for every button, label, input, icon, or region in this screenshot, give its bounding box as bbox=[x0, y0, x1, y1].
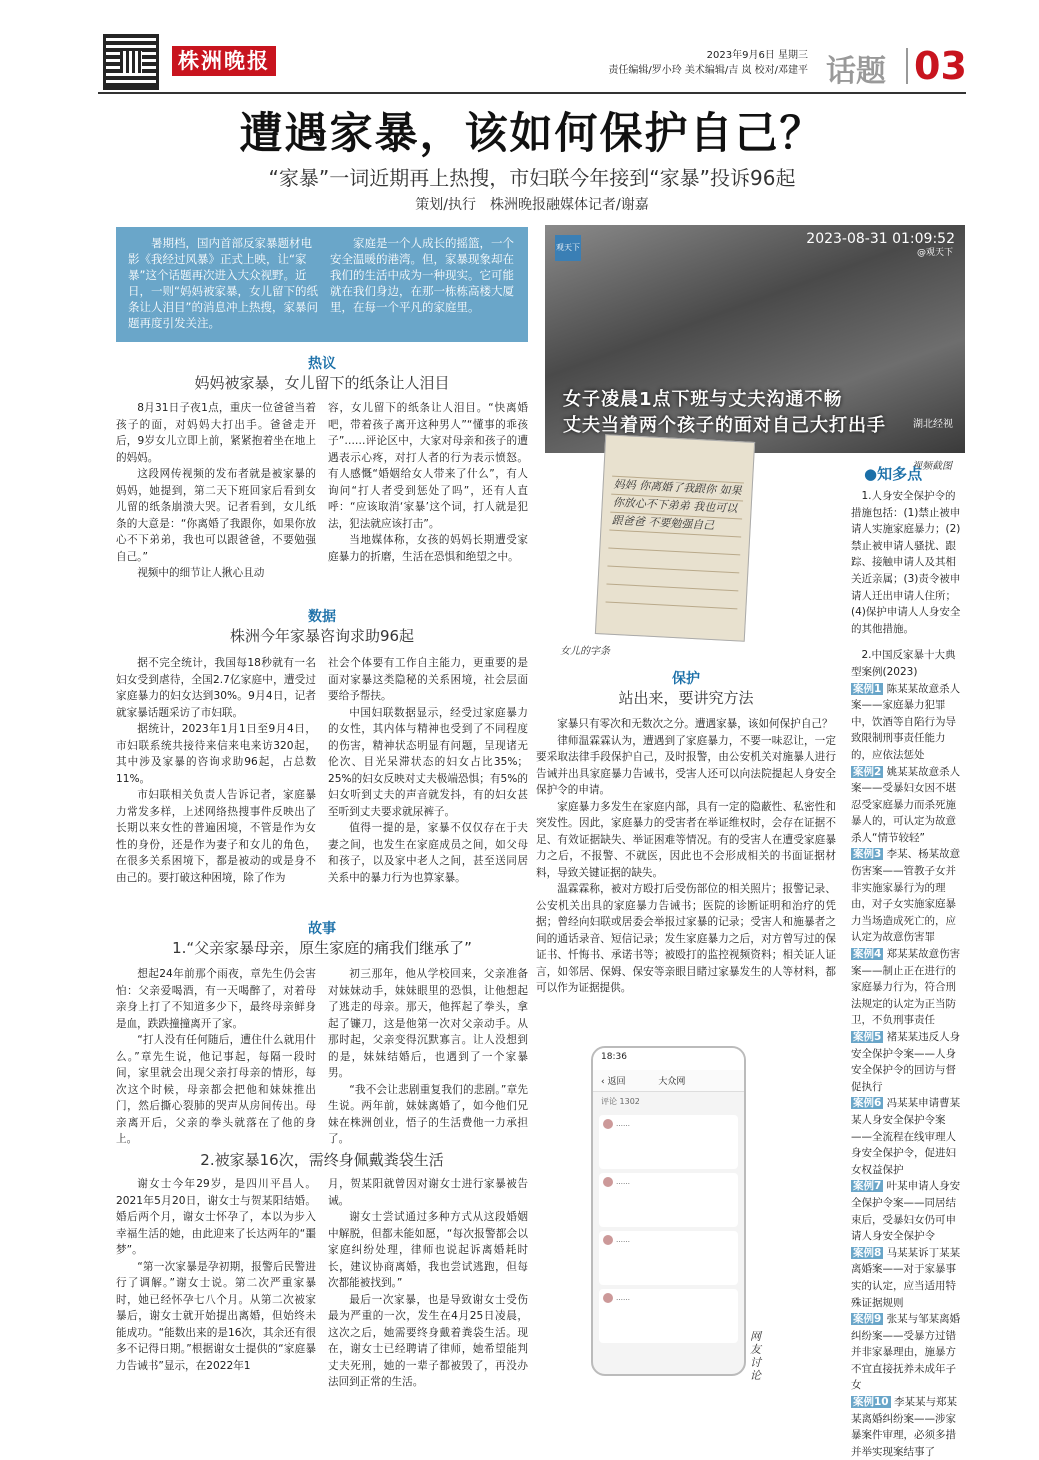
case-item bbox=[851, 1029, 966, 1095]
data-col2 bbox=[328, 655, 528, 886]
case-label: 案例1 bbox=[853, 682, 882, 695]
section-topic: 话题 bbox=[826, 54, 886, 89]
headline-title: 遭遇家暴，该如何保护自己？ bbox=[239, 109, 825, 159]
note-text: 妈妈 你离婚了我跟你 如果你放心不下弟弟 我也可以跟爸爸 不要勉强自己 bbox=[611, 477, 742, 533]
paragraph: 社会个体要有工作自主能力，更重要的是面对家暴这类隐秘的关系困境，社会层面要给予帮扶。 bbox=[328, 657, 528, 702]
header-divider bbox=[906, 48, 908, 84]
data-header bbox=[116, 608, 528, 646]
story1-col1 bbox=[116, 966, 316, 1148]
case-text: 马某某诉丁某某离婚案——对于家暴事实的认定，应当适用特殊证据规则 bbox=[851, 1246, 961, 1309]
paragraph: 谢女士尝试通过多种方式从这段婚姻中解脱，但都未能如愿，“每次报警都会以家庭纠纷处理，律师也说起诉离婚耗时长，建议协商离婚，我也尝试逃跑，但每次都能被找到。” bbox=[328, 1211, 528, 1289]
paragraph: 月，贺某阳就曾因对谢女士进行家暴被告诫。 bbox=[328, 1178, 528, 1207]
avatar-icon bbox=[603, 1293, 613, 1303]
case-text: 张某与邹某离婚纠纷案——受暴方过错并非家暴理由，施暴方不宜直接抚养未成年子女 bbox=[851, 1313, 961, 1392]
case-item bbox=[851, 1311, 966, 1394]
case-text: 褚某某违反人身安全保护令案——人身安全保护令的回访与督促执行 bbox=[851, 1031, 961, 1093]
case-item bbox=[851, 1095, 966, 1178]
paragraph: “第一次家暴是孕初期，报警后民警进行了调解。”谢女士说。第二次严重家暴时，她已经怀孕七八个月。从第二次被家暴后，谢女士就开始提出离婚，但始终未能成功。“能数出来的是16次，其余还有很多不记得日期。”根据谢女士提供的“家庭暴力告诫书”显示，在2022年1 bbox=[116, 1260, 316, 1372]
paragraph: 初三那年，他从学校回来，父亲准备对妹妹动手，妹妹眼里的恐惧，让他想起了逃走的母亲。那天，他挥起了拳头，拿起了镰刀，这是他第一次对父亲动手。从那时起，父亲变得沉默寡言。让人没想到的是，妹妹结婚后，也遇到了一个家暴男。 bbox=[328, 968, 528, 1079]
hot-title: 妈妈被家暴，女儿留下的纸条让人泪目 bbox=[194, 374, 450, 392]
photo-label: 视频截图 bbox=[912, 461, 952, 472]
case-label: 案例6 bbox=[853, 1097, 882, 1110]
video-caption-1: 女子凌晨1点下班与丈夫沟通不畅 bbox=[563, 389, 843, 410]
protect-kicker: 保护 bbox=[672, 671, 700, 687]
hot-col1 bbox=[116, 400, 316, 582]
phone-status-bar bbox=[593, 1048, 744, 1070]
paragraph: 容，女儿留下的纸条让人泪目。“快离婚吧，带着孩子离开这种男人”“懂事的乖孩子”……评论区中，大家对母亲和孩子的遭遇表示心疼，对打人者的行为表示愤怒。有人感慨“婚姻给女人带来了什么”，有人询问“打人者受到惩处了吗”，还有人直呼：“应该取消‘家暴’这个词，打人就是犯法，犯法就应该打击”。 bbox=[328, 402, 528, 530]
phone-back: 返回 bbox=[607, 1077, 626, 1087]
knowledge-p1: 1.人身安全保护令的措施包括：(1)禁止被申请人实施家庭暴力；(2)禁止被申请人骚扰、跟踪、接触申请人及其相关近亲属；(3)责令被申请人迁出申请人住所；(4)保护申请人人身安全的其他措施。 bbox=[851, 490, 961, 635]
paragraph: 温霖霖称，被对方殴打后受伤部位的相关照片；报警记录、公安机关出具的家庭暴力告诫书；医院的诊断证明和治疗的凭据；曾经向妇联或居委会举报过家暴的记录；受害人和施暴者之间的通话录音、短信记录；发生家庭暴力之后，对方曾写过的保证书、忏悔书、承诺书等；被殴打的监控视频资料；相关证人证言，如邻居、保姆、保安等亲眼目睹过家暴发生的人等材料，都可以作为证据提供。 bbox=[536, 883, 836, 994]
case-item bbox=[851, 1394, 966, 1460]
phone-nav bbox=[593, 1070, 744, 1092]
story-sub2: 2.被家暴16次，需终身佩戴粪袋生活 bbox=[200, 1151, 444, 1169]
header-info bbox=[573, 48, 808, 78]
paragraph: 谢女士今年29岁，是四川平昌人。2021年5月20日，谢女士与贺某阳结婚。婚后两个月，谢女士怀孕了，本以为步入幸福生活的她，由此迎来了长达两年的“噩梦”。 bbox=[116, 1178, 316, 1256]
story-kicker: 故事 bbox=[308, 921, 336, 937]
phone-screenshot bbox=[591, 1046, 746, 1376]
qr-code bbox=[103, 34, 159, 90]
paragraph: 据统计，2023年1月1日至9月4日，市妇联系统共接待来信来电来访320起，其中涉及家暴的咨询求助96起，占总数11%。 bbox=[116, 723, 316, 785]
paragraph: 值得一提的是，家暴不仅仅存在于夫妻之间，也发生在家庭成员之间，如父母和孩子，以及家中老人之间，甚至送同居关系中的暴力行为也算家暴。 bbox=[328, 822, 528, 884]
video-timestamp: 2023-08-31 01:09:52 bbox=[806, 231, 955, 247]
paragraph: 据不完全统计，我国每18秒就有一名妇女受到虐待，全国2.7亿家庭中，遭受过家庭暴力的妇女达到30%。9月4日，记者就家暴话题采访了市妇联。 bbox=[116, 657, 316, 719]
paragraph: 这段网传视频的发布者就是被家暴的妈妈，她提到，第二天下班回家后看到女儿留的纸条崩溃大哭。记者看到，女儿纸条的大意是：“你离婚了我跟你，如果你放心不下弟弟，我也可以跟爸爸，不要勉强自己。” bbox=[116, 468, 316, 563]
case-item bbox=[851, 946, 966, 1029]
video-screenshot bbox=[545, 225, 965, 453]
paragraph: 想起24年前那个雨夜，章先生仍会害怕：父亲爱喝酒，有一天喝醉了，对着母亲身上打了不知道多少下，最终母亲鲜身是血，跌跌撞撞离开了家。 bbox=[116, 968, 316, 1030]
case-label: 案例10 bbox=[853, 1396, 889, 1409]
case-list bbox=[851, 681, 966, 1460]
case-text: 李某某与郑某某离婚纠纷案——涉家暴案件审理，必须多措并举实现案结事了 bbox=[851, 1396, 957, 1458]
data-col1 bbox=[116, 655, 316, 886]
phone-time: 18:36 bbox=[601, 1052, 627, 1062]
paragraph: “我不会让悲剧重复我们的悲剧。”章先生说。两年前，妹妹离婚了，如今他们兄妹在株洲创业，悟子的生活费他一力承担了。 bbox=[328, 1083, 528, 1145]
issue-date: 2023年9月6日 星期三 bbox=[706, 50, 808, 61]
daughter-note-image bbox=[595, 434, 755, 642]
editors-line: 责任编辑/罗小玲 美术编辑/吉 岚 校对/邓建平 bbox=[608, 65, 808, 76]
story-header bbox=[116, 920, 528, 958]
case-label: 案例3 bbox=[853, 848, 882, 861]
case-text: 李某、杨某故意伤害案——管教子女并非实施家暴行为的理由，对子女实施家庭暴力当场造成死亡的，应认定为故意伤害罪 bbox=[851, 848, 961, 944]
case-label: 案例4 bbox=[853, 948, 882, 961]
intro-box bbox=[116, 227, 528, 342]
case-label: 案例7 bbox=[853, 1180, 882, 1193]
paragraph: 中国妇联数据显示，经受过家庭暴力的女性，其内体与精神也受到了不同程度的伤害，精神状态明显有问题，呈现诸无伦次、目光呆滞状态的妇女占比35%；25%的妇女反映对丈夫极端恐惧；有5%的妇女听到丈夫的声音就发抖，有的妇女甚至听到丈夫要求就尿裤子。 bbox=[328, 706, 528, 818]
knowledge-p2: 2.中国反家暴十大典型案例(2023) bbox=[851, 649, 956, 678]
knowledge-kicker: ●知多点 bbox=[864, 465, 923, 483]
case-item bbox=[851, 764, 966, 847]
paragraph: 家庭暴力多发生在家庭内部，具有一定的隐蔽性、私密性和突发性。因此，家庭暴力的受害者在举证维权时，会存在证据不足、有效证据缺失、举证困难等情况。有的受害人在遭受家庭暴力之后，不报警、不就医，因此也不会形成相关的书面证据材料，导致关键证据的缺失。 bbox=[536, 800, 836, 879]
header-rule bbox=[98, 92, 966, 94]
avatar-icon bbox=[603, 1177, 613, 1187]
paragraph: 律师温霖霖认为，遭遇到了家庭暴力，不要一味忍让，一定要采取法律手段保护自己，及时报警，由公安机关对施暴人进行告诫并出具家庭暴力告诫书，受害人还可以向法院提起人身安全保护令的申请。 bbox=[536, 734, 836, 796]
phone-comment-count: 评论 1302 bbox=[601, 1097, 640, 1106]
comment-row: …… bbox=[599, 1289, 738, 1343]
case-text: 冯某某申请曹某某人身安全保护令案——全流程在线审理人身安全保护令，促进妇女权益保护 bbox=[851, 1097, 961, 1176]
protect-title: 站出来，要讲究方法 bbox=[618, 689, 754, 707]
comment-row: …… bbox=[599, 1173, 738, 1227]
tv-logo-icon: 观天下 bbox=[555, 235, 581, 261]
case-item bbox=[851, 1178, 966, 1244]
story1-col2 bbox=[328, 966, 528, 1148]
note-label: 女儿的字条 bbox=[560, 646, 610, 657]
case-text: 郑某某故意伤害案——制止正在进行的家庭暴力行为，符合刑法规定的认定为正当防卫，不负刑事责任 bbox=[851, 948, 961, 1027]
case-item bbox=[851, 681, 966, 764]
avatar-icon bbox=[603, 1235, 613, 1245]
paragraph: 市妇联相关负责人告诉记者，家庭暴力常发多样，上述网络热搜事件反映出了长期以来女性的普遍困境，不管是作为女性的身份，还是作为妻子和女儿的角色，在很多关系困境下，都是被动的或是身不由己的。要打破这种困境，除了作为 bbox=[116, 789, 316, 884]
story-sub1: 1.“父亲家暴母亲，原生家庭的痛我们继承了” bbox=[172, 939, 472, 957]
case-label: 案例8 bbox=[853, 1246, 882, 1259]
paragraph: 最后一次家暴，也是导致谢女士受伤最为严重的一次，发生在4月25日凌晨，这次之后，她需要终身戴着粪袋生活。现在，谢女士已经聘请了律师，她希望能判丈夫死刑，她的一辈子都被毁了，再没办法回到正常的生活。 bbox=[328, 1293, 528, 1388]
story2-header bbox=[116, 1150, 528, 1170]
back-icon: ‹ bbox=[601, 1077, 608, 1087]
video-source: 湖北经视 bbox=[913, 419, 953, 430]
story2-col1 bbox=[116, 1176, 316, 1374]
phone-tab: 大众网 bbox=[658, 1077, 686, 1087]
case-item bbox=[851, 846, 966, 946]
comment-row: …… bbox=[599, 1115, 738, 1169]
case-text: 陈某某故意杀人案——家庭暴力犯罪中，饮酒等自陷行为导致限制刑事责任能力的，应依法惩处 bbox=[851, 682, 961, 761]
intro-right: 家庭是一个人成长的摇篮，一个安全温暖的港湾。但，家暴现象却在我们的生活中成为一种现实。它可能就在我们身边，在那一栋栋高楼大厦里，在每一个平凡的家庭里。 bbox=[330, 236, 514, 314]
case-text: 姚某某故意杀人案——受暴妇女因不堪忍受家庭暴力而杀死施暴人的，可认定为故意杀人“情节较轻” bbox=[851, 765, 961, 844]
newspaper-logo: 株洲晚报 bbox=[172, 46, 276, 76]
story2-col2 bbox=[328, 1176, 528, 1391]
case-label: 案例2 bbox=[853, 765, 882, 778]
paragraph: 当地媒体称，女孩的妈妈长期遭受家庭暴力的折磨，生活在恐惧和绝望之中。 bbox=[328, 534, 528, 563]
data-kicker: 数据 bbox=[308, 609, 336, 625]
protect-header bbox=[536, 670, 836, 708]
paragraph: 家暴只有零次和无数次之分。遭遇家暴，该如何保护自己？ bbox=[557, 718, 833, 730]
case-text: 叶某申请人身安全保护令案——同居结束后，受暴妇女仍可申请人身安全保护令 bbox=[851, 1180, 961, 1243]
page-number: 03 bbox=[914, 44, 967, 88]
hot-header bbox=[116, 355, 528, 393]
paragraph: “打人没有任何随后，遭住什么就用什么。”章先生说，他记事起，每隔一段时间，家里就会出现父亲打母亲的情形，每次这个时候，母亲都会把他和妹妹推出门，然后撕心裂肺的哭声从房间传出。母亲离开后，父亲的拳头就落在了他的身上。 bbox=[116, 1034, 316, 1145]
video-watermark: @观天下 bbox=[916, 248, 953, 258]
case-label: 案例9 bbox=[853, 1313, 882, 1326]
video-caption-2: 丈夫当着两个孩子的面对自己大打出手 bbox=[563, 415, 886, 436]
hot-kicker: 热议 bbox=[308, 356, 336, 372]
avatar-icon bbox=[603, 1119, 613, 1129]
comment-row: …… bbox=[599, 1231, 738, 1285]
protect-body bbox=[536, 716, 836, 997]
intro-left: 暑期档，国内首部反家暴题材电影《我经过风暴》正式上映，让“家暴”这个话题再次进入大众视野。近日，一则“妈妈被家暴，女儿留下的纸条让人泪目”的消息冲上热搜，家暴问题再度引发关注。 bbox=[128, 236, 318, 330]
paragraph: 8月31日子夜1点，重庆一位爸爸当着孩子的面，对妈妈大打出手。爸爸走开后，9岁女儿立即上前，紧紧抱着坐在地上的妈妈。 bbox=[116, 402, 316, 464]
case-label: 案例5 bbox=[853, 1031, 882, 1043]
hot-col2 bbox=[328, 400, 528, 565]
headline-subtitle: “家暴”一词近期再上热搜，市妇联今年接到“家暴”投诉96起 bbox=[268, 166, 796, 190]
paragraph: 视频中的细节让人揪心且动 bbox=[137, 567, 265, 579]
byline: 策划/执行 株洲晚报融媒体记者/谢嘉 bbox=[415, 197, 649, 213]
case-item bbox=[851, 1245, 966, 1311]
data-title: 株洲今年家暴咨询求助96起 bbox=[229, 627, 415, 645]
phone-label: 网友讨论 bbox=[750, 1330, 761, 1382]
knowledge-body bbox=[851, 488, 966, 1460]
